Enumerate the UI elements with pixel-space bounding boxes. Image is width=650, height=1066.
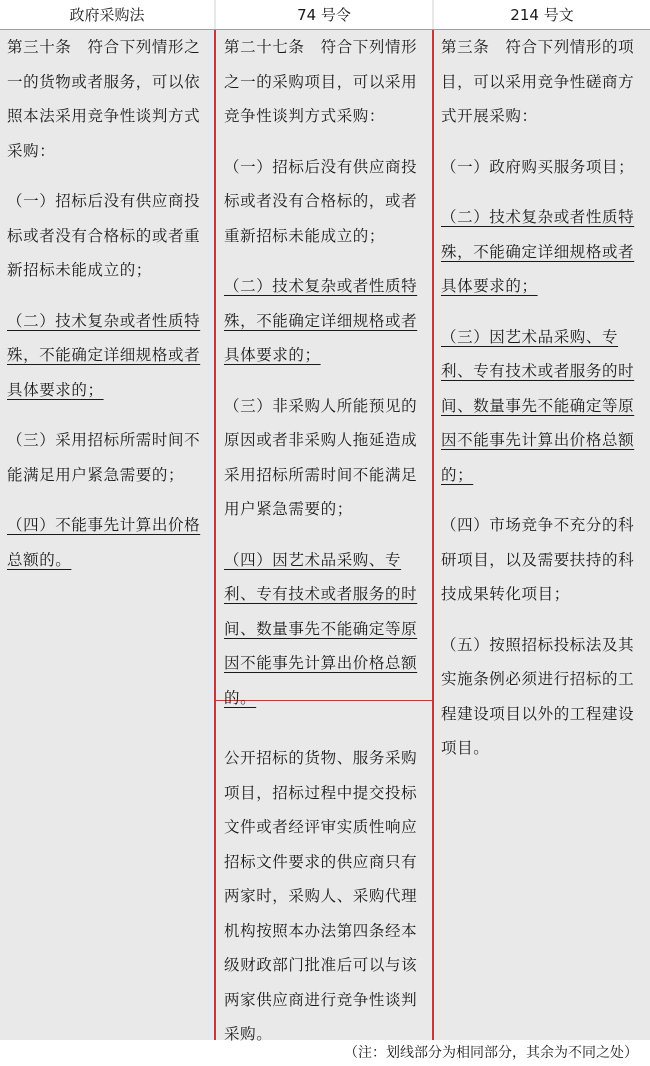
clause-item-4: （四）市场竞争不充分的科研项目，以及需要扶持的科技成果转化项目；: [441, 516, 635, 603]
clause-item-4: （四）不能事先计算出价格总额的。: [7, 516, 201, 569]
clause-item-2: （二）技术复杂或者性质特殊，不能确定详细规格或者具体要求的；: [7, 311, 201, 399]
clause-item-3: （三）非采购人所能预见的原因或者非采购人拖延造成采用招标所需时间不能满足用户紧急需要的；: [224, 396, 418, 518]
clause-paragraph: 第二十七条 符合下列情形之一的采购项目，可以采用竞争性谈判方式采购：: [224, 38, 418, 125]
clause-item-3: （三）采用招标所需时间不能满足用户紧急需要的；: [7, 431, 201, 484]
clause-paragraph: 第三十条 符合下列情形之一的货物或者服务，可以依照本法采用竞争性谈判方式采购：: [7, 38, 201, 160]
clause-extra-paragraph: 公开招标的货物、服务采购项目，招标过程中提交投标文件或者经评审实质性响应招标文件要求的供应商只有两家时，采购人、采购代理机构按照本办法第四条经本级财政部门批准后可以与该两家供应商进行竞争性谈判采购。: [224, 749, 418, 1043]
header-government-procurement-law: 政府采购法: [0, 0, 214, 30]
clause-item-1: （一）政府购买服务项目；: [441, 157, 635, 176]
header-order-74: 74 号令: [216, 0, 432, 30]
footnote: （注：划线部分为相同部分，其余为不同之处）: [344, 1045, 638, 1061]
clause-paragraph: 第三条 符合下列情形的项目，可以采用竞争性磋商方式开展采购：: [441, 38, 635, 125]
clause-item-2: （二）技术复杂或者性质特殊，不能确定详细规格或者具体要求的；: [224, 277, 418, 364]
column-divider-left: [214, 30, 216, 1040]
column-government-procurement-law: [7, 30, 210, 593]
clause-item-1: （一）招标后没有供应商投标或者没有合格标的，或者重新招标未能成立的；: [224, 157, 418, 245]
clause-item-2: （二）技术复杂或者性质特殊，不能确定详细规格或者具体要求的；: [441, 208, 635, 295]
column-order-74: [224, 30, 426, 1052]
clause-item-4: （四）因艺术品采购、专利、专有技术或者服务的时间、数量事先不能确定等原因不能事先计算出价格总额的。: [224, 550, 418, 707]
clause-item-5: （五）按照招标投标法及其实施条例必须进行招标的工程建设项目以外的工程建设项目。: [441, 635, 635, 757]
clause-item-1: （一）招标后没有供应商投标或者没有合格标的或者重新招标未能成立的；: [7, 192, 201, 279]
clause-item-3: （三）因艺术品采购、专利、专有技术或者服务的时间、数量事先不能确定等原因不能事先计算出价格总额的；: [441, 327, 635, 484]
header-document-214: 214 号文: [434, 0, 650, 30]
column-divider-right: [432, 30, 434, 1040]
column-document-214: [441, 30, 645, 782]
